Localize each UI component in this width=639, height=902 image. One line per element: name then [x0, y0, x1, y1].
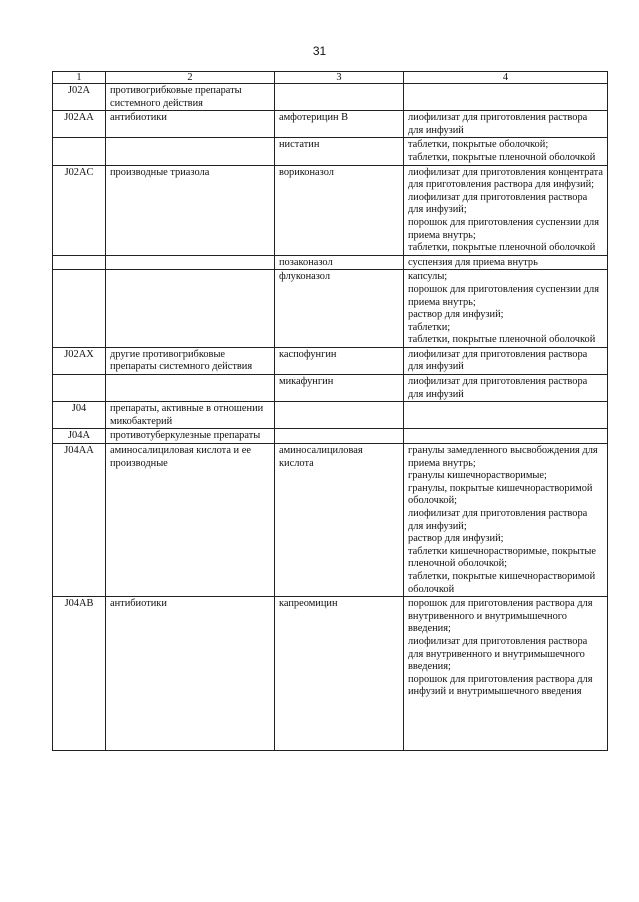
group-name-cell	[106, 375, 275, 402]
substance-cell: микафунгин	[275, 375, 404, 402]
group-name-cell: производные триазола	[106, 165, 275, 255]
dosage-forms-cell	[404, 444, 608, 597]
dosage-form: лиофилизат для приготовления концентрата для приготовления раствора для инфузий;	[408, 166, 603, 191]
substance-cell	[275, 84, 404, 111]
table-row	[53, 255, 608, 270]
atc-code-cell	[53, 270, 106, 348]
table-row	[53, 429, 608, 444]
substance-cell: нистатин	[275, 138, 404, 165]
drug-table-body	[53, 72, 608, 751]
header-cell-1: 1	[53, 72, 106, 84]
atc-code-cell	[53, 255, 106, 270]
dosage-form: таблетки, покрытые пленочной оболочкой	[408, 334, 596, 346]
dosage-form: гранулы кишечнорастворимые;	[408, 470, 547, 482]
group-name-cell: антибиотики	[106, 111, 275, 138]
table-row	[53, 270, 608, 348]
dosage-form: порошок для приготовления раствора для внутривенного и внутримышечного введения;	[408, 598, 593, 635]
atc-code-cell: J04AA	[53, 444, 106, 597]
dosage-form: гранулы замедленного высвобождения для приема внутрь;	[408, 445, 598, 469]
dosage-forms-cell	[404, 84, 608, 111]
table-row	[53, 347, 608, 374]
dosage-form: таблетки, покрытые оболочкой;	[408, 139, 549, 151]
dosage-forms-cell	[404, 375, 608, 402]
dosage-form: лиофилизат для приготовления раствора для инфузий	[408, 376, 588, 400]
header-row	[53, 72, 608, 84]
page-number: 31	[312, 44, 327, 58]
table-row	[53, 375, 608, 402]
substance-cell: позаконазол	[275, 255, 404, 270]
table-row	[53, 138, 608, 165]
dosage-form: гранулы, покрытые кишечнорастворимой оболочкой;	[408, 482, 593, 507]
atc-code-cell: J02AA	[53, 111, 106, 138]
group-name-cell: противогрибковые препараты системного действия	[106, 84, 275, 111]
dosage-form: лиофилизат для приготовления раствора для инфузий;	[408, 508, 588, 532]
group-name-cell	[106, 255, 275, 270]
dosage-form: лиофилизат для приготовления раствора для внутривенного и внутримышечного введения;	[408, 635, 588, 673]
dosage-forms-cell	[404, 138, 608, 165]
atc-code-cell: J02A	[53, 84, 106, 111]
dosage-form: капсулы;	[408, 271, 448, 283]
table-row	[53, 597, 608, 751]
dosage-forms-cell	[404, 165, 608, 255]
header-cell-4: 4	[404, 72, 608, 84]
group-name-cell: препараты, активные в отношении микобактерий	[106, 402, 275, 429]
header-cell-2: 2	[106, 72, 275, 84]
substance-cell: капреомицин	[275, 597, 404, 751]
atc-code-cell	[53, 138, 106, 165]
dosage-form: таблетки, покрытые кишечнорастворимой оболочкой	[408, 570, 596, 595]
dosage-forms-cell	[404, 347, 608, 374]
group-name-cell: антибиотики	[106, 597, 275, 751]
dosage-form: лиофилизат для приготовления раствора для инфузий	[408, 348, 588, 373]
dosage-forms-cell	[404, 270, 608, 348]
dosage-form: таблетки;	[408, 321, 451, 333]
atc-code-cell: J04AB	[53, 597, 106, 751]
table-row	[53, 84, 608, 111]
group-name-cell	[106, 138, 275, 165]
dosage-forms-cell	[404, 597, 608, 751]
dosage-form: лиофилизат для приготовления раствора для инфузий;	[408, 191, 588, 216]
substance-cell	[275, 402, 404, 429]
dosage-form: порошок для приготовления суспензии для приема внутрь;	[408, 216, 599, 241]
dosage-form: суспензия для приема внутрь	[408, 256, 538, 268]
substance-cell	[275, 429, 404, 444]
dosage-form: таблетки кишечнорастворимые, покрытые пленочной оболочкой;	[408, 545, 597, 570]
substance-cell: каспофунгин	[275, 347, 404, 374]
dosage-form: порошок для приготовления суспензии для приема внутрь;	[408, 283, 599, 308]
group-name-cell: другие противогрибковые препараты системного действия	[106, 347, 275, 374]
table-row	[53, 444, 608, 597]
substance-cell: флуконазол	[275, 270, 404, 348]
table-row	[53, 402, 608, 429]
dosage-forms-cell	[404, 255, 608, 270]
dosage-form: таблетки, покрытые пленочной оболочкой	[408, 151, 596, 163]
dosage-form: раствор для инфузий;	[408, 533, 504, 545]
table-row	[53, 111, 608, 138]
table-row	[53, 165, 608, 255]
header-cell-3: 3	[275, 72, 404, 84]
dosage-forms-cell	[404, 402, 608, 429]
atc-code-cell: J04	[53, 402, 106, 429]
dosage-forms-cell	[404, 429, 608, 444]
substance-cell: вориконазол	[275, 165, 404, 255]
dosage-form: раствор для инфузий;	[408, 309, 504, 321]
group-name-cell: противотуберкулезные препараты	[106, 429, 275, 444]
atc-code-cell: J02AC	[53, 165, 106, 255]
group-name-cell: аминосалициловая кислота и ее производные	[106, 444, 275, 597]
atc-code-cell	[53, 375, 106, 402]
group-name-cell	[106, 270, 275, 348]
drug-table	[52, 71, 608, 751]
dosage-form: лиофилизат для приготовления раствора для инфузий	[408, 112, 588, 136]
dosage-forms-cell	[404, 111, 608, 138]
dosage-form: порошок для приготовления раствора для инфузий и внутримышечного введения	[408, 673, 593, 698]
substance-cell: аминосалициловая кислота	[275, 444, 404, 597]
dosage-form: таблетки, покрытые пленочной оболочкой	[408, 242, 596, 254]
atc-code-cell: J04A	[53, 429, 106, 444]
substance-cell: амфотерицин В	[275, 111, 404, 138]
atc-code-cell: J02AX	[53, 347, 106, 374]
